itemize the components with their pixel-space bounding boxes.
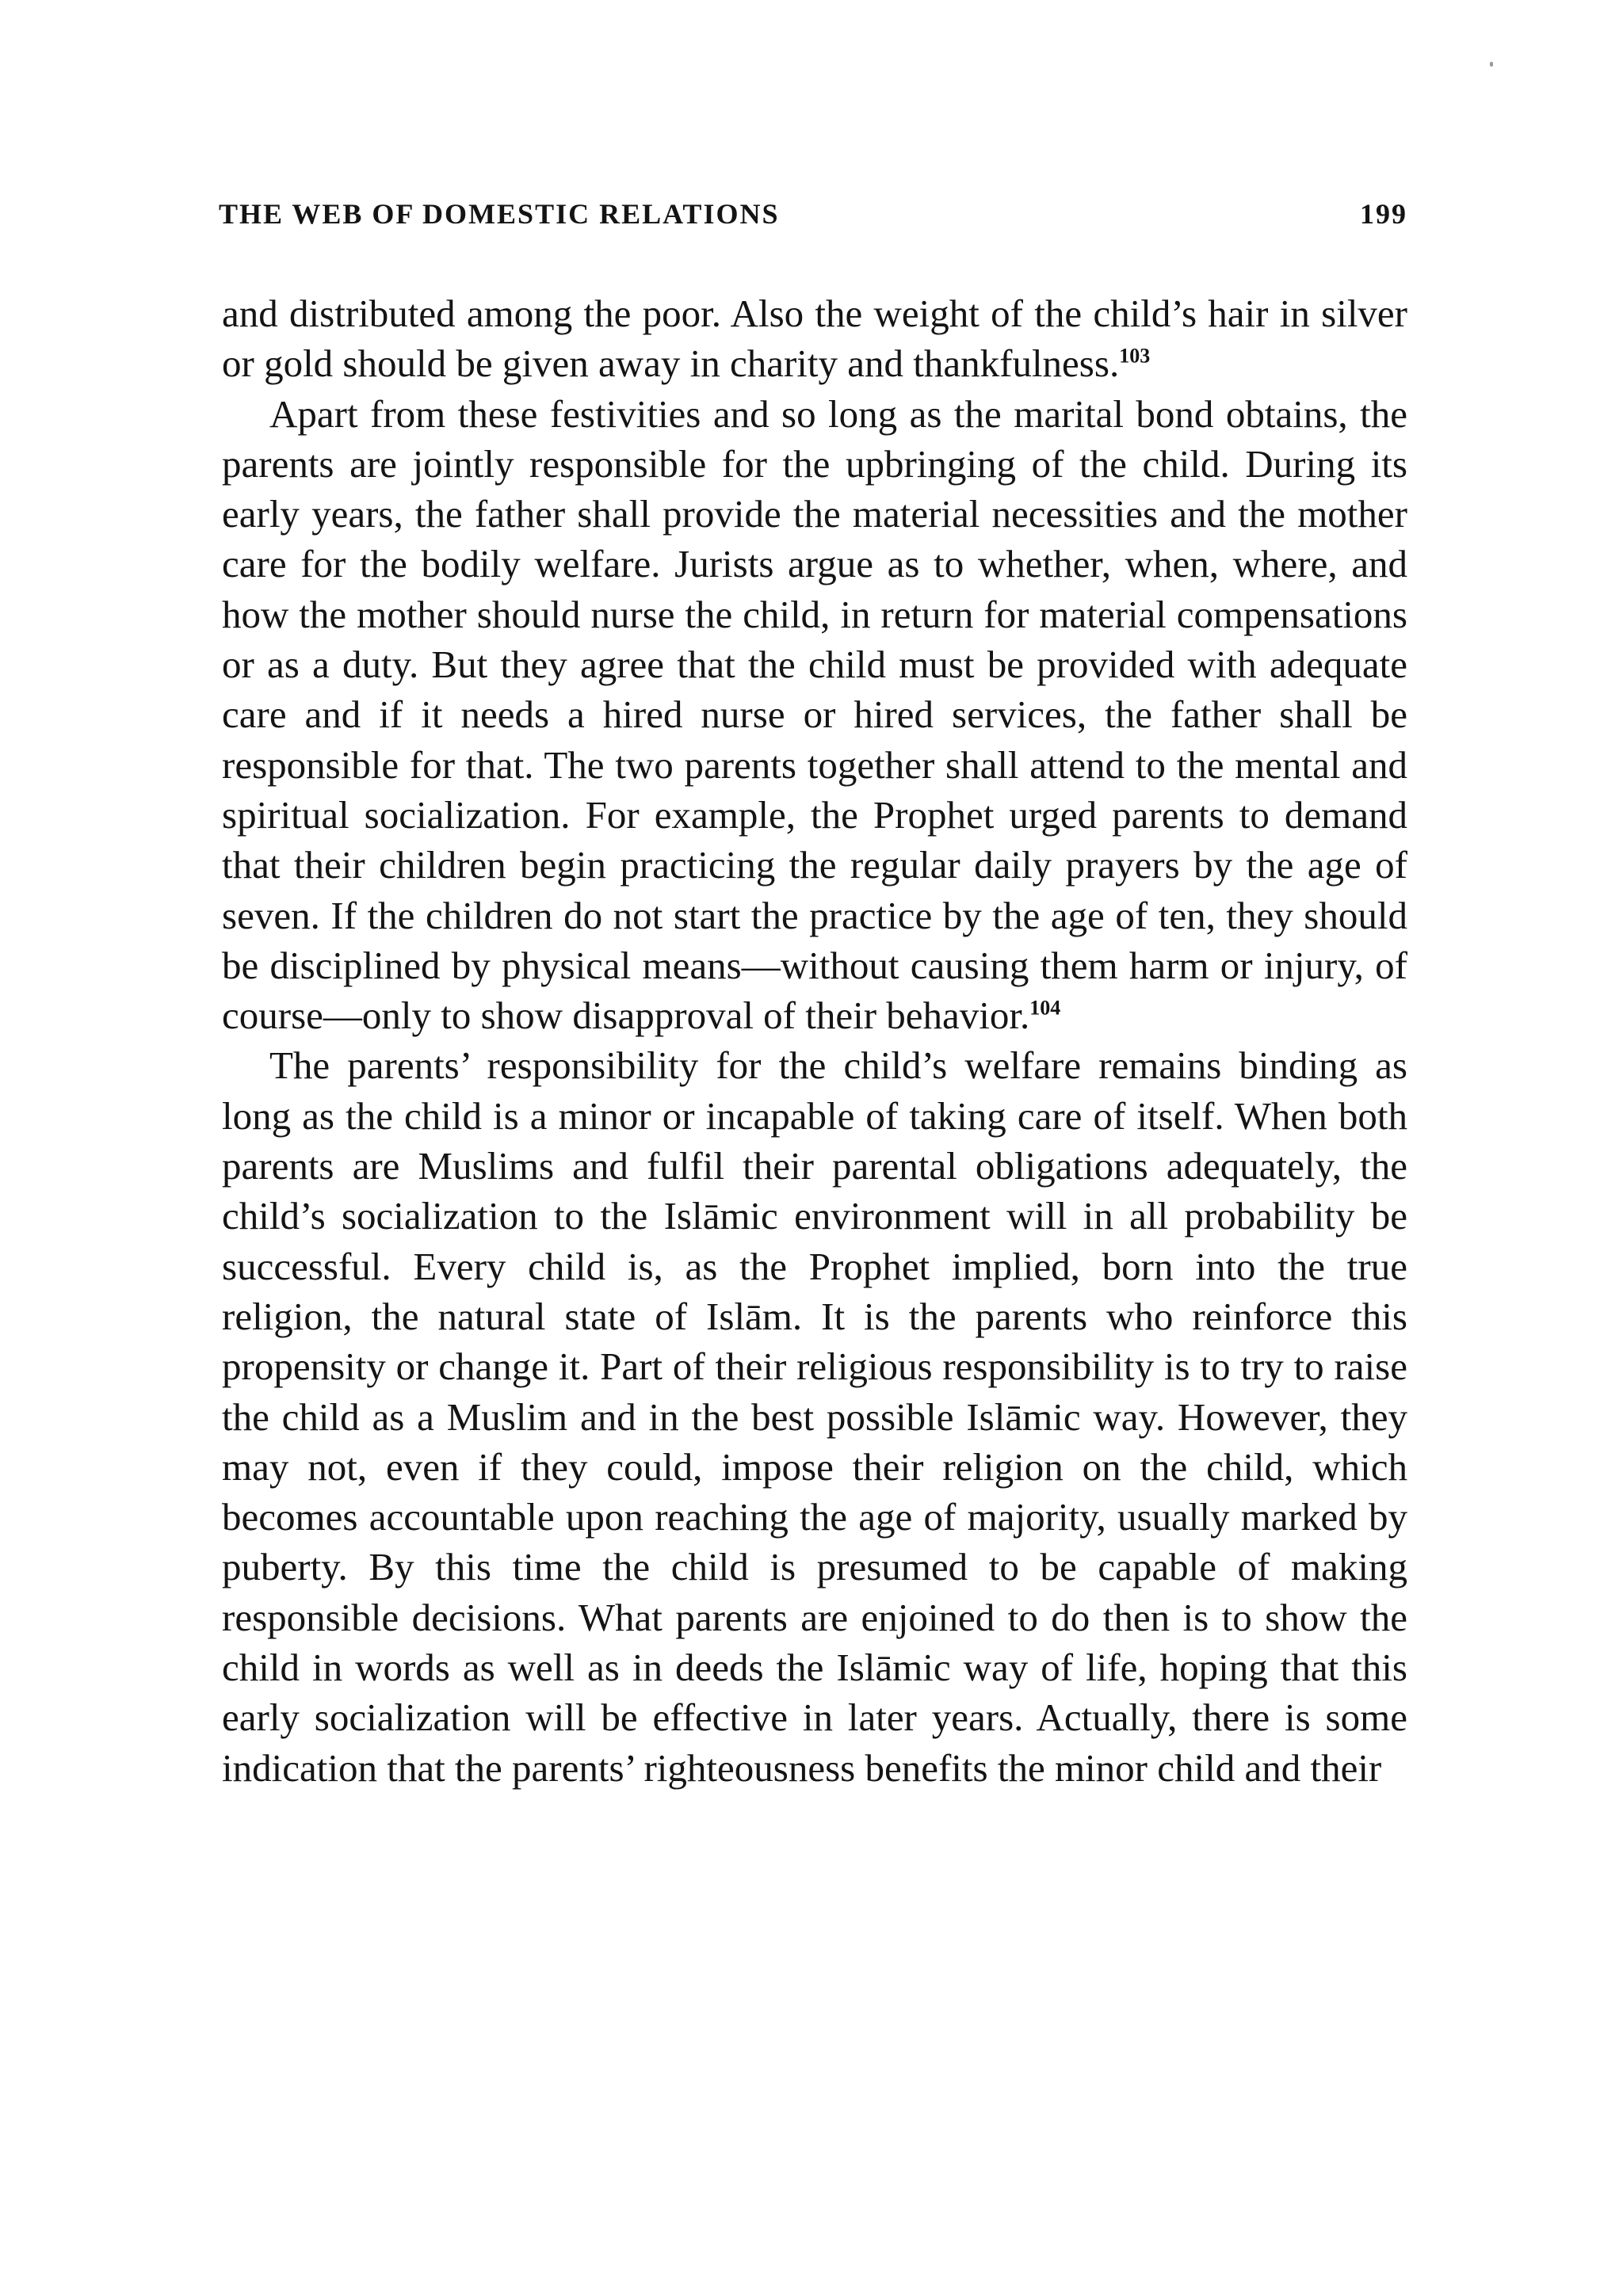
- scan-speck: [1490, 62, 1493, 67]
- paragraph-1-text: and distributed among the poor. Also the weight of the child’s hair in silver or gold should be given away in charity and thankfulness.: [222, 292, 1407, 386]
- running-title: THE WEB OF DOMESTIC RELATIONS: [219, 198, 780, 230]
- page-number: 199: [1360, 198, 1407, 230]
- footnote-ref-103: 103: [1119, 344, 1151, 368]
- paragraph-1: [222, 288, 1407, 389]
- running-head: [219, 190, 1407, 238]
- paragraph-2-text: Apart from these festivities and so long as the marital bond obtains, the parents are jointly responsible for the upbringing of the child. During its early years, the father shall provide the material necessities and the mother care for the bodily welfare. Jurists argue as to whether, when, where, and how the mother should nurse the child, in return for material compensations or as a duty. But they agree that the child must be provided with adequate care and if it needs a hired nurse or hired services, the father shall be responsible for that. The two parents together shall attend to the mental and spiritual socialization. For example, the Prophet urged parents to demand that their children begin practicing the regular daily prayers by the age of seven. If the children do not start the practice by the age of ten, they should be disciplined by physical means—without causing them harm or injury, of course—only to show disapproval of their behavior.: [222, 391, 1407, 1038]
- paragraph-3: [222, 1040, 1407, 1792]
- footnote-ref-104: 104: [1029, 996, 1061, 1020]
- paragraph-3-text: The parents’ responsibility for the child’s welfare remains binding as long as the child is a minor or incapable of taking care of itself. When both parents are Muslims and fulfil their parental obligations adequately, the child’s socialization to the Islāmic environment will in all probability be successful. Every child is, as the Prophet implied, born into the true religion, the natural state of Islām. It is the parents who reinforce this propensity or change it. Part of their religious responsibility is to try to raise the child as a Muslim and in the best possible Islāmic way. However, they may not, even if they could, impose their religion on the child, which becomes accountable upon reaching the age of majority, usually marked by puberty. By this time the child is presumed to be capable of making responsible decisions. What parents are enjoined to do then is to show the child in words as well as in deeds the Islāmic way of life, hoping that this early socialization will be effective in later years. Actually, there is some indication that the parents’ righteousness benefits the minor child and their: [222, 1043, 1407, 1790]
- paragraph-2: [222, 389, 1407, 1041]
- body-text: [222, 288, 1407, 1793]
